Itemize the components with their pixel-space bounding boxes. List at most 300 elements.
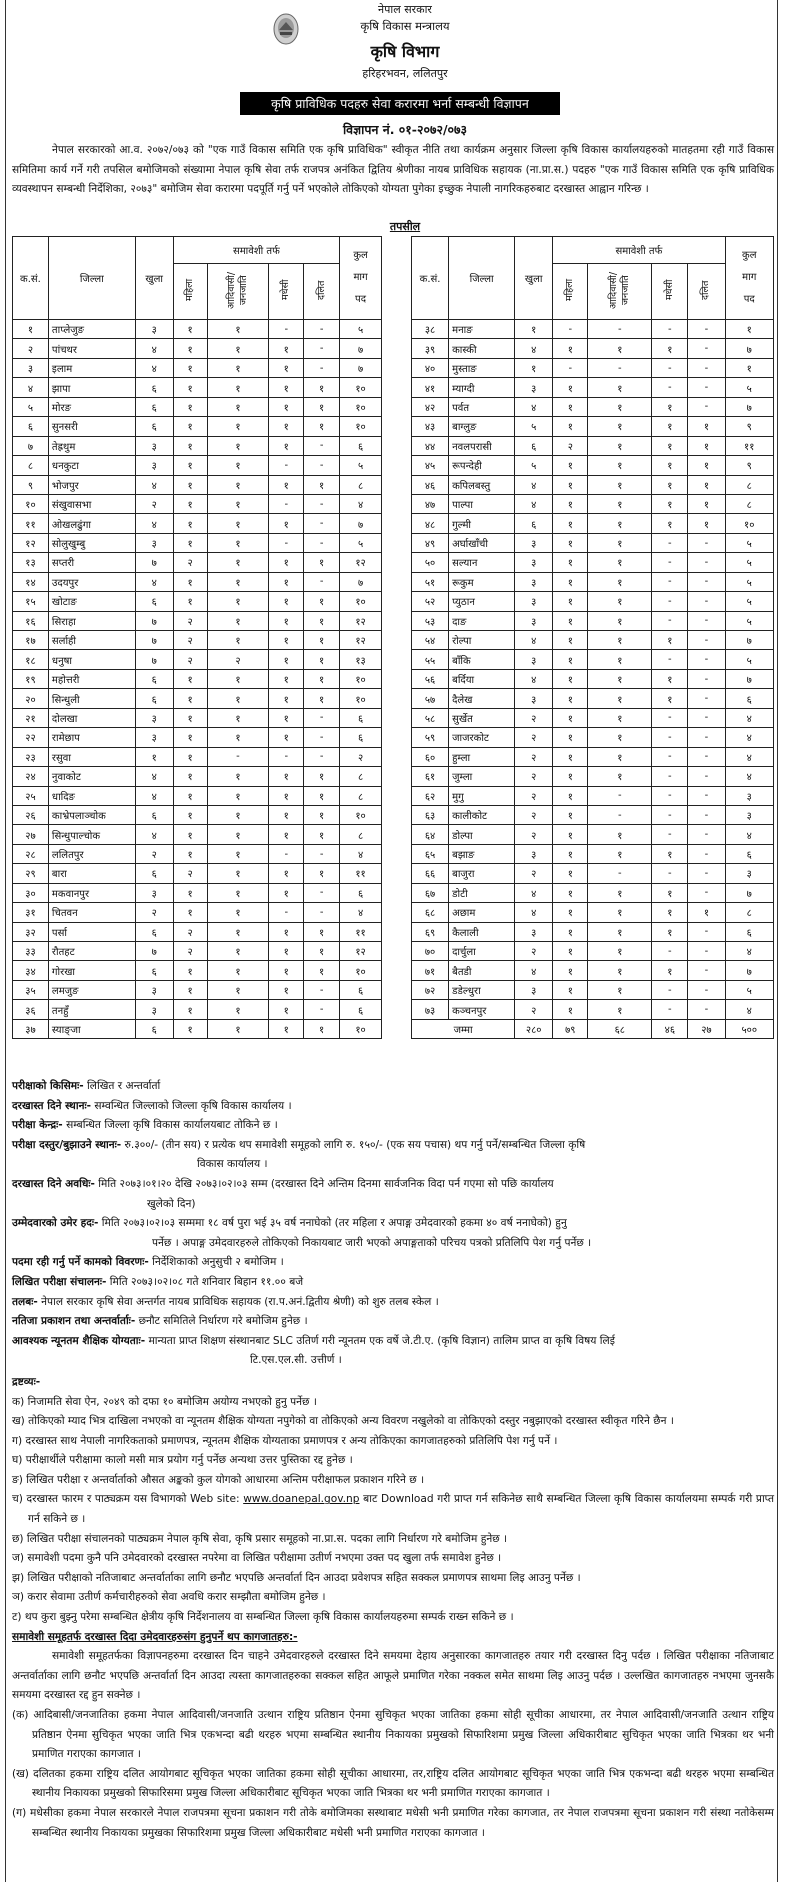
col-total: कुल माग पद bbox=[340, 237, 382, 320]
cell-janajati: १ bbox=[207, 805, 269, 824]
cell-district: रूकुम bbox=[449, 572, 515, 591]
note-kha: ख) तोकिएको म्याद भित्र दाखिला नभएको वा न्यूनतम शैक्षिक योग्यता नपुगेको वा तोकिएको अन्य विवरण नखुलेको वा तोकिएको दस्तुर नबुझाएको दरखास्त स्वीकृत गरिने छैन । bbox=[12, 1415, 674, 1428]
cell-district: धनकुटा bbox=[48, 456, 135, 475]
cell-district: सिन्धुपाल्चोक bbox=[48, 825, 135, 844]
cell-madhesi: १ bbox=[652, 903, 688, 922]
totals-label: जम्मा bbox=[412, 1019, 515, 1038]
table-row bbox=[412, 436, 774, 455]
cell-open: ६ bbox=[135, 378, 173, 397]
cell-open: ६ bbox=[135, 961, 173, 980]
cell-dalit: - bbox=[304, 708, 340, 727]
table-row bbox=[13, 417, 382, 436]
cell-open: ६ bbox=[135, 669, 173, 688]
cell-women: १ bbox=[173, 844, 207, 863]
cell-madhesi: - bbox=[652, 1000, 688, 1019]
table-row bbox=[13, 708, 382, 727]
cell-janajati: १ bbox=[207, 669, 269, 688]
cell-total: ३ bbox=[725, 805, 774, 824]
header-govt: नेपाल सरकार bbox=[378, 3, 432, 16]
cell-sn: ४९ bbox=[412, 533, 449, 552]
total-janajati: ६८ bbox=[588, 1019, 652, 1038]
cell-total: १२ bbox=[340, 553, 382, 572]
detail-age-limit-cont: पर्नेछ । अपाङ्ग उमेदवारहरुले तोकिएको निकायबाट जारी भएको अपाङ्गताको परिचय पत्रको प्रतिलिपि पेश गर्नु पर्नेछ । bbox=[152, 1236, 592, 1249]
table-row bbox=[412, 592, 774, 611]
cell-janajati: १ bbox=[588, 669, 652, 688]
cell-dalit: - bbox=[304, 903, 340, 922]
table-row bbox=[412, 689, 774, 708]
vacancy-table-right bbox=[411, 236, 774, 1039]
cell-madhesi: - bbox=[652, 378, 688, 397]
cell-district: बाजुरा bbox=[449, 864, 515, 883]
cell-madhesi: - bbox=[652, 825, 688, 844]
cell-total: ५ bbox=[725, 650, 774, 669]
col-district: जिल्ला bbox=[449, 237, 515, 320]
cell-janajati: १ bbox=[588, 514, 652, 533]
cell-janajati: १ bbox=[207, 786, 269, 805]
cell-madhesi: १ bbox=[269, 864, 304, 883]
note-ga: ग) दरखास्त साथ नेपाली नागरिकताको प्रमाणपत्र, न्यूनतम शैक्षिक योग्यताका प्रमाणपत्र र अन्य तोकिएका कागजातहरुको प्रतिलिपि पेश गर्नु पर्ने । bbox=[12, 1434, 558, 1447]
cell-total: ४ bbox=[340, 494, 382, 513]
cell-sn: ५ bbox=[13, 397, 49, 416]
cell-janajati: १ bbox=[588, 611, 652, 630]
cell-open: ३ bbox=[515, 378, 553, 397]
cell-dalit: १ bbox=[304, 611, 340, 630]
cell-madhesi: - bbox=[269, 903, 304, 922]
cell-dalit: १ bbox=[304, 378, 340, 397]
cell-district: धादिङ bbox=[48, 786, 135, 805]
cell-dalit: - bbox=[688, 980, 725, 999]
col-dalit: दलित bbox=[688, 264, 725, 320]
cell-janajati: १ bbox=[588, 1000, 652, 1019]
cell-janajati: १ bbox=[588, 883, 652, 902]
cell-dalit: - bbox=[688, 786, 725, 805]
cell-sn: ५६ bbox=[412, 669, 449, 688]
cell-sn: २२ bbox=[13, 728, 49, 747]
cell-sn: ५० bbox=[412, 553, 449, 572]
cell-open: ३ bbox=[135, 320, 173, 339]
cell-women: १ bbox=[553, 883, 588, 902]
cell-district: अर्घाखाँची bbox=[449, 533, 515, 552]
cell-total: ६ bbox=[340, 728, 382, 747]
cell-women: १ bbox=[553, 650, 588, 669]
cell-dalit: - bbox=[304, 883, 340, 902]
cell-janajati: १ bbox=[588, 942, 652, 961]
cell-women: १ bbox=[173, 339, 207, 358]
cell-women: २ bbox=[173, 942, 207, 961]
notes-title: द्रष्टव्यः- bbox=[12, 1375, 41, 1388]
cell-women: १ bbox=[173, 669, 207, 688]
cell-women: १ bbox=[173, 456, 207, 475]
cell-janajati: - bbox=[588, 358, 652, 377]
cell-women: १ bbox=[173, 728, 207, 747]
cell-dalit: - bbox=[688, 320, 725, 339]
cell-women: १ bbox=[553, 825, 588, 844]
table-row bbox=[13, 650, 382, 669]
cell-sn: ७० bbox=[412, 942, 449, 961]
cell-total: ९ bbox=[725, 417, 774, 436]
cell-madhesi: १ bbox=[269, 1000, 304, 1019]
table-row bbox=[13, 689, 382, 708]
cell-district: रूपन्देही bbox=[449, 456, 515, 475]
cell-madhesi: १ bbox=[652, 844, 688, 863]
cell-open: ३ bbox=[515, 611, 553, 630]
table-row bbox=[13, 1000, 382, 1019]
cell-dalit: १ bbox=[304, 961, 340, 980]
note-cha: च) दरखास्त फारम र पाठ्यक्रम यस विभागको Web site: www.doanepal.gov.np बाट Download गरी प्राप्त गर्न सकिनेछ साथै सम्बन्धित जिल्ला कृषि विकास कार्यालयमा सम्पर्क गरी प्राप्त गर्न सकिने छ । bbox=[12, 1493, 774, 1526]
cell-women: १ bbox=[553, 553, 588, 572]
cell-women: १ bbox=[173, 436, 207, 455]
cell-madhesi: १ bbox=[269, 708, 304, 727]
table-row bbox=[412, 417, 774, 436]
col-open: खुला bbox=[135, 237, 173, 320]
cell-madhesi: १ bbox=[269, 592, 304, 611]
cell-madhesi: - bbox=[652, 728, 688, 747]
table-row bbox=[13, 456, 382, 475]
cell-district: कपिलबस्तु bbox=[449, 475, 515, 494]
cell-open: ४ bbox=[135, 514, 173, 533]
cell-total: ११ bbox=[340, 864, 382, 883]
cell-janajati: १ bbox=[207, 942, 269, 961]
cell-sn: ६२ bbox=[412, 786, 449, 805]
cell-sn: ५८ bbox=[412, 708, 449, 727]
cell-open: ४ bbox=[135, 339, 173, 358]
cell-sn: ५५ bbox=[412, 650, 449, 669]
cell-district: गोरखा bbox=[48, 961, 135, 980]
cell-dalit: १ bbox=[304, 805, 340, 824]
cell-women: १ bbox=[553, 611, 588, 630]
cell-women: १ bbox=[553, 942, 588, 961]
cell-dalit: - bbox=[688, 864, 725, 883]
cell-dalit: - bbox=[688, 1000, 725, 1019]
table-row bbox=[412, 825, 774, 844]
cell-district: रौतहट bbox=[48, 942, 135, 961]
note-jha: झ) लिखित परीक्षाको नतिजाबाट अन्तर्वार्ताका लागि छनौट भएपछि अन्तर्वार्ता दिन आउदा प्रवेशपत्र सहित सक्कल प्रमाणपत्र साथमा लिइ आउनु पर्नेछ । bbox=[12, 1571, 581, 1584]
cell-open: ५ bbox=[515, 417, 553, 436]
cell-dalit: - bbox=[688, 922, 725, 941]
cell-janajati: १ bbox=[207, 1000, 269, 1019]
table-row bbox=[13, 786, 382, 805]
total-all: ५०० bbox=[725, 1019, 774, 1038]
cell-madhesi: १ bbox=[269, 514, 304, 533]
cell-total: ४ bbox=[725, 942, 774, 961]
cell-madhesi: १ bbox=[269, 1019, 304, 1038]
table-row bbox=[13, 767, 382, 786]
cell-madhesi: १ bbox=[269, 767, 304, 786]
cell-total: १० bbox=[340, 397, 382, 416]
table-row bbox=[412, 903, 774, 922]
table-row bbox=[13, 728, 382, 747]
cell-sn: ५४ bbox=[412, 631, 449, 650]
col-sn: क.सं. bbox=[412, 237, 449, 320]
cell-open: ७ bbox=[135, 650, 173, 669]
cell-district: डोटी bbox=[449, 883, 515, 902]
cell-janajati: १ bbox=[588, 417, 652, 436]
table-row bbox=[412, 553, 774, 572]
cell-women: - bbox=[553, 320, 588, 339]
cell-women: १ bbox=[553, 786, 588, 805]
cell-madhesi: १ bbox=[269, 883, 304, 902]
cell-open: ३ bbox=[515, 844, 553, 863]
cell-madhesi: १ bbox=[652, 689, 688, 708]
cell-women: - bbox=[553, 358, 588, 377]
cell-sn: ४७ bbox=[412, 494, 449, 513]
cell-district: मकवानपुर bbox=[48, 883, 135, 902]
cell-dalit: - bbox=[688, 844, 725, 863]
col-open: खुला bbox=[515, 237, 553, 320]
cell-open: ४ bbox=[135, 825, 173, 844]
detail-exam-fee: परीक्षा दस्तुर/बुझाउने स्थानः- रु.३००/- (तीन सय) र प्रत्येक थप समावेशी समूहको लागि रु. १५०/- (एक सय पचास) थप गर्नु पर्ने/सम्बन्धित जिल्ला कृषि bbox=[12, 1138, 586, 1151]
cell-madhesi: १ bbox=[269, 650, 304, 669]
cell-women: १ bbox=[173, 980, 207, 999]
cell-janajati: १ bbox=[207, 767, 269, 786]
cell-district: इलाम bbox=[48, 358, 135, 377]
table-row bbox=[412, 961, 774, 980]
cell-district: प्युठान bbox=[449, 592, 515, 611]
cell-open: ४ bbox=[515, 475, 553, 494]
cell-sn: १७ bbox=[13, 631, 49, 650]
website-link[interactable]: www.doanepal.gov.np bbox=[243, 1493, 360, 1506]
cell-women: १ bbox=[553, 456, 588, 475]
cell-dalit: - bbox=[304, 747, 340, 766]
cell-janajati: १ bbox=[588, 767, 652, 786]
cell-women: १ bbox=[553, 980, 588, 999]
cell-sn: १२ bbox=[13, 533, 49, 552]
table-row bbox=[13, 805, 382, 824]
cell-district: पाल्पा bbox=[449, 494, 515, 513]
cell-women: १ bbox=[173, 825, 207, 844]
table-row bbox=[13, 320, 382, 339]
cell-madhesi: १ bbox=[269, 436, 304, 455]
col-women: महिला bbox=[173, 264, 207, 320]
cell-open: २ bbox=[135, 494, 173, 513]
table-row bbox=[13, 844, 382, 863]
cell-open: ७ bbox=[135, 611, 173, 630]
cell-janajati: १ bbox=[588, 844, 652, 863]
cell-total: २ bbox=[340, 747, 382, 766]
cell-women: १ bbox=[173, 320, 207, 339]
total-madhesi: ४६ bbox=[652, 1019, 688, 1038]
cell-madhesi: १ bbox=[652, 475, 688, 494]
cell-dalit: १ bbox=[688, 417, 725, 436]
cell-total: ४ bbox=[340, 903, 382, 922]
cell-total: १ bbox=[725, 320, 774, 339]
table-row bbox=[412, 728, 774, 747]
cell-women: १ bbox=[553, 669, 588, 688]
inclusive-item-ka: (क) आदिबासी/जनजातिका हकमा नेपाल आदिवासी/जनजाति उत्थान राष्ट्रिय प्रतिष्ठान ऐनमा सुचिकृत भएका जातिका हकमा सोही सूचीका आधारमा, तर नेपाल आदिवासी/जनजाति उत्थान राष्ट्रिय प्रतिष्ठान ऐनमा सुचिकृत भएका जाति भित्र एकभन्दा बढी थरहरु भएमा सम्बन्धित स्थानीय निकायका प्रमुखको सिफारिशमा प्रमुख जिल्ला अधिकारीबाट सुचिकृत भएका जाति भित्रका थर भनी प्रमाणित गराएका कागजात । bbox=[12, 1709, 774, 1761]
cell-district: कास्की bbox=[449, 339, 515, 358]
detail-age-limit: उम्मेदवारको उमेर हदः- मिति २०७३।०२।०३ सम्ममा १८ वर्ष पुरा भई ३५ वर्ष ननाघेको (तर महिला र अपाङ्ग उमेदवारको हकमा ४० वर्ष ननाघेको) हुनु bbox=[12, 1217, 567, 1230]
cell-total: ८ bbox=[725, 475, 774, 494]
cell-madhesi: १ bbox=[652, 922, 688, 941]
table-row bbox=[13, 825, 382, 844]
cell-women: २ bbox=[553, 436, 588, 455]
cell-madhesi: - bbox=[269, 320, 304, 339]
cell-district: बाँकि bbox=[449, 650, 515, 669]
cell-total: ७ bbox=[725, 397, 774, 416]
cell-madhesi: १ bbox=[269, 631, 304, 650]
cell-dalit: - bbox=[688, 358, 725, 377]
detail-qualification: आवश्यक न्यूनतम शैक्षिक योग्यताः- मान्यता प्राप्त शिक्षण संस्थानबाट SLC उतिर्ण गरी न्यूनतम एक वर्षे जे.टी.ए. (कृषि विज्ञान) तालिम प्राप्त वा कृषि विषय लिई bbox=[12, 1334, 615, 1347]
cell-open: ३ bbox=[515, 980, 553, 999]
cell-madhesi: - bbox=[269, 494, 304, 513]
cell-women: १ bbox=[553, 747, 588, 766]
table-row bbox=[412, 1000, 774, 1019]
cell-dalit: १ bbox=[688, 475, 725, 494]
detail-exam-type: परीक्षाको किसिमः- लिखित र अन्तर्वार्ता bbox=[12, 1080, 161, 1092]
cell-total: ५ bbox=[340, 533, 382, 552]
cell-district: सप्तरी bbox=[48, 553, 135, 572]
cell-women: १ bbox=[553, 767, 588, 786]
cell-janajati: १ bbox=[588, 689, 652, 708]
cell-district: ओखलढुंगा bbox=[48, 514, 135, 533]
cell-total: १२ bbox=[340, 631, 382, 650]
cell-women: १ bbox=[173, 883, 207, 902]
cell-district: बझाङ bbox=[449, 844, 515, 863]
col-janajati: आदिवासी/ जनजाति bbox=[588, 264, 652, 320]
cell-women: १ bbox=[553, 1000, 588, 1019]
cell-district: सिराहा bbox=[48, 611, 135, 630]
cell-dalit: - bbox=[688, 747, 725, 766]
cell-janajati: १ bbox=[588, 339, 652, 358]
cell-open: ६ bbox=[135, 922, 173, 941]
cell-janajati: १ bbox=[588, 456, 652, 475]
cell-sn: ३८ bbox=[412, 320, 449, 339]
cell-open: ४ bbox=[515, 339, 553, 358]
header-ministry: कृषि विकास मन्त्रालय bbox=[360, 19, 450, 33]
cell-total: ६ bbox=[725, 689, 774, 708]
table-row bbox=[13, 533, 382, 552]
cell-dalit: - bbox=[304, 358, 340, 377]
detail-exam-center: परीक्षा केन्द्रः- सम्बन्धित जिल्ला कृषि विकास कार्यालयबाट तोकिने छ । bbox=[12, 1119, 278, 1132]
cell-janajati: १ bbox=[588, 728, 652, 747]
cell-women: २ bbox=[173, 631, 207, 650]
cell-dalit: १ bbox=[688, 436, 725, 455]
cell-madhesi: - bbox=[652, 747, 688, 766]
cell-women: १ bbox=[173, 397, 207, 416]
cell-women: १ bbox=[553, 922, 588, 941]
cell-women: १ bbox=[173, 592, 207, 611]
cell-madhesi: १ bbox=[269, 397, 304, 416]
cell-sn: १३ bbox=[13, 553, 49, 572]
cell-sn: ३५ bbox=[13, 980, 49, 999]
cell-sn: २ bbox=[13, 339, 49, 358]
cell-madhesi: - bbox=[652, 708, 688, 727]
cell-madhesi: १ bbox=[652, 669, 688, 688]
cell-women: १ bbox=[553, 514, 588, 533]
cell-sn: ६१ bbox=[412, 767, 449, 786]
cell-open: १ bbox=[515, 320, 553, 339]
cell-sn: १८ bbox=[13, 650, 49, 669]
table-row bbox=[13, 397, 382, 416]
cell-district: सिन्धुली bbox=[48, 689, 135, 708]
cell-open: २ bbox=[135, 903, 173, 922]
cell-district: रसुवा bbox=[48, 747, 135, 766]
cell-madhesi: - bbox=[652, 942, 688, 961]
col-sn: क.सं. bbox=[13, 237, 49, 320]
cell-district: कैलाली bbox=[449, 922, 515, 941]
cell-dalit: - bbox=[304, 533, 340, 552]
cell-total: ५ bbox=[340, 456, 382, 475]
cell-total: ७ bbox=[725, 631, 774, 650]
cell-women: १ bbox=[553, 805, 588, 824]
cell-dalit: - bbox=[688, 942, 725, 961]
totals-row bbox=[412, 1019, 774, 1038]
table-row bbox=[13, 572, 382, 591]
cell-dalit: १ bbox=[304, 669, 340, 688]
cell-total: ११ bbox=[725, 436, 774, 455]
cell-sn: ११ bbox=[13, 514, 49, 533]
cell-open: ३ bbox=[515, 553, 553, 572]
cell-madhesi: १ bbox=[652, 436, 688, 455]
cell-open: ६ bbox=[515, 436, 553, 455]
table-row bbox=[412, 397, 774, 416]
cell-madhesi: - bbox=[652, 320, 688, 339]
cell-open: ७ bbox=[135, 631, 173, 650]
table-row bbox=[13, 436, 382, 455]
detail-written-exam: लिखित परीक्षा संचालनः- मिति २०७३।०२।०८ गते शनिवार बिहान ११.०० बजे bbox=[12, 1275, 304, 1288]
cell-total: १ bbox=[725, 358, 774, 377]
cell-open: ३ bbox=[135, 456, 173, 475]
note-gha: घ) परीक्षार्थीले परीक्षामा कालो मसी मात्र प्रयोग गर्नु पर्नेछ अन्यथा उत्तर पुस्तिका रद्द हुनेछ । bbox=[12, 1454, 353, 1467]
cell-district: सल्यान bbox=[449, 553, 515, 572]
cell-total: ४ bbox=[340, 844, 382, 863]
cell-sn: ३७ bbox=[13, 1019, 49, 1038]
cell-janajati: १ bbox=[207, 592, 269, 611]
cell-total: १० bbox=[340, 669, 382, 688]
cell-total: ९ bbox=[725, 456, 774, 475]
col-dalit: दलित bbox=[304, 264, 340, 320]
cell-dalit: - bbox=[688, 631, 725, 650]
cell-janajati: १ bbox=[207, 728, 269, 747]
cell-women: १ bbox=[553, 631, 588, 650]
cell-dalit: १ bbox=[304, 942, 340, 961]
cell-women: १ bbox=[173, 1019, 207, 1038]
table-row bbox=[412, 533, 774, 552]
ad-number: विज्ञापन नं. ०१-२०७२/०७३ bbox=[342, 122, 468, 137]
cell-total: ५ bbox=[725, 533, 774, 552]
cell-open: ३ bbox=[515, 592, 553, 611]
cell-women: २ bbox=[173, 553, 207, 572]
cell-dalit: १ bbox=[688, 494, 725, 513]
cell-total: १० bbox=[340, 805, 382, 824]
cell-madhesi: १ bbox=[652, 397, 688, 416]
cell-madhesi: १ bbox=[652, 961, 688, 980]
cell-open: ६ bbox=[135, 397, 173, 416]
table-row bbox=[412, 980, 774, 999]
cell-district: दार्चुला bbox=[449, 942, 515, 961]
cell-open: ३ bbox=[515, 533, 553, 552]
table-row bbox=[412, 339, 774, 358]
cell-dalit: - bbox=[304, 514, 340, 533]
cell-sn: ३९ bbox=[412, 339, 449, 358]
table-row bbox=[412, 708, 774, 727]
cell-janajati: १ bbox=[588, 922, 652, 941]
table-row bbox=[13, 747, 382, 766]
table-row bbox=[412, 320, 774, 339]
cell-women: १ bbox=[173, 533, 207, 552]
intro-paragraph bbox=[12, 141, 774, 200]
cell-open: ६ bbox=[135, 805, 173, 824]
cell-open: ३ bbox=[135, 883, 173, 902]
cell-open: २ bbox=[515, 864, 553, 883]
cell-janajati: १ bbox=[207, 961, 269, 980]
table-row bbox=[13, 611, 382, 630]
cell-sn: ७३ bbox=[412, 1000, 449, 1019]
cell-dalit: १ bbox=[304, 825, 340, 844]
table-row bbox=[412, 844, 774, 863]
cell-dalit: - bbox=[688, 708, 725, 727]
cell-dalit: - bbox=[688, 883, 725, 902]
